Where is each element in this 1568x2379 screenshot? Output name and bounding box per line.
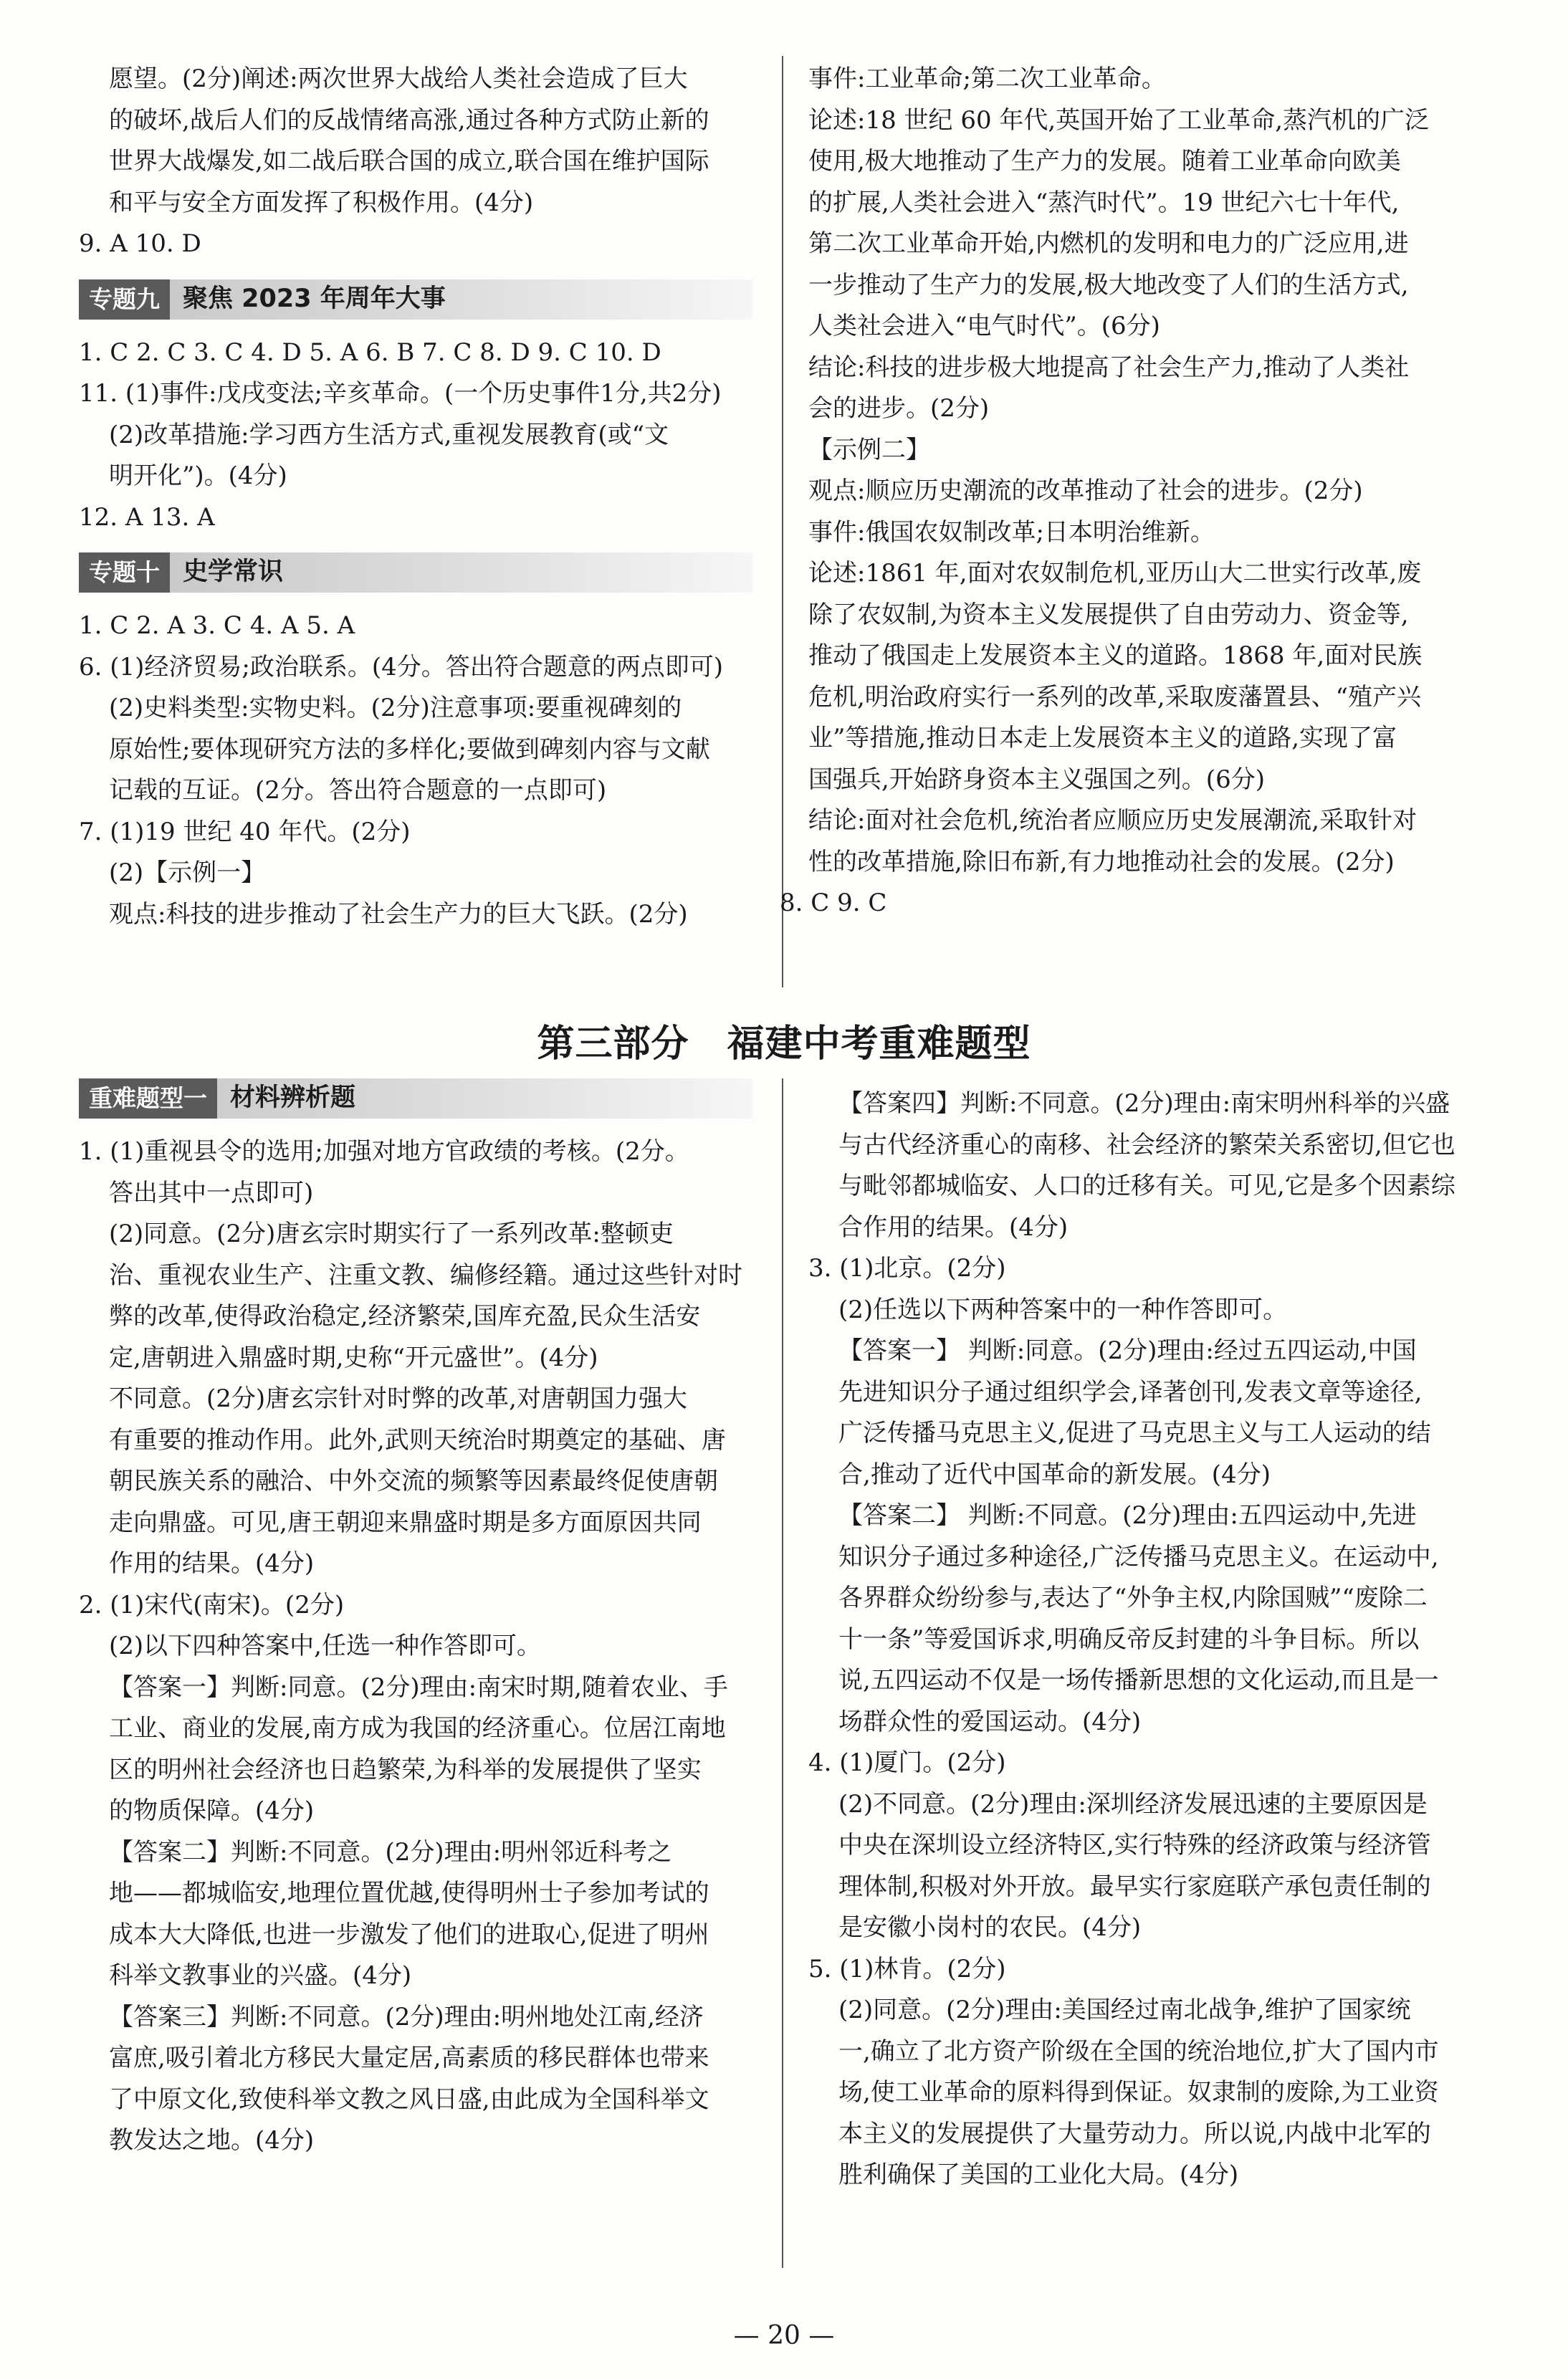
column-divider-top [782,56,783,987]
text-line: 5. (1)林肯。(2分) [808,1954,1006,1983]
answer-line: 12. A 13. A [79,502,215,532]
text-line: 愿望。(2分)阐述:两次世界大战给人类社会造成了巨大 [109,64,688,93]
text-line: 理体制,积极对外开放。最早实行家庭联产承包责任制的 [838,1872,1431,1901]
text-line: 【答案一】判断:同意。(2分)理由:南宋时期,随着农业、手 [109,1672,728,1702]
text-line: 朝民族关系的融洽、中外交流的频繁等因素最终促使唐朝 [109,1467,718,1495]
text-line: 作用的结果。(4分) [109,1549,315,1578]
text-line: 国强兵,开始跻身资本主义强国之列。(6分) [808,765,1265,794]
text-line: (2)同意。(2分)唐玄宗时期实行了一系列改革:整顿吏 [109,1220,674,1248]
text-line: 除了农奴制,为资本主义发展提供了自由劳动力、资金等, [808,600,1409,629]
text-line: 结论:面对社会危机,统治者应顺应历史发展潮流,采取针对 [808,806,1418,835]
text-line: 论述:1861 年,面对农奴制危机,亚历山大二世实行改革,废 [808,559,1422,588]
text-line: (2)不同意。(2分)理由:深圳经济发展迅速的主要原因是 [838,1789,1428,1819]
text-line: 【答案一】 判断:同意。(2分)理由:经过五四运动,中国 [838,1336,1417,1365]
text-line: 原始性;要体现研究方法的多样化;要做到碑刻内容与文献 [109,734,710,764]
section-tag: 专题十 [79,552,170,593]
text-line: 【答案二】 判断:不同意。(2分)理由:五四运动中,先进 [838,1501,1417,1530]
text-line: 【答案三】判断:不同意。(2分)理由:明州地处江南,经济 [109,2002,704,2031]
text-line: 了中原文化,致使科举文教之风日盛,由此成为全国科举文 [109,2084,709,2114]
text-line: 走向鼎盛。可见,唐王朝迎来鼎盛时期是多方面原因共同 [109,1508,702,1537]
column-divider-bottom [782,1078,783,2268]
text-line: 场群众性的爱国运动。(4分) [838,1707,1142,1736]
text-line: (2)改革措施:学习西方生活方式,重视发展教育(或“文 [109,420,669,449]
text-line: 1. (1)重视县令的选用;加强对地方官政绩的考核。(2分。 [79,1137,689,1166]
bottom-left-column [79,1078,752,2162]
text-line: 性的改革措施,除旧布新,有力地推动社会的发展。(2分) [808,847,1395,876]
text-line: 知识分子通过多种途径,广泛传播马克思主义。在运动中, [838,1542,1439,1571]
answer-line: 1. C 2. A 3. C 4. A 5. A [79,611,355,640]
text-line: 胜利确保了美国的工业化大局。(4分) [838,2160,1239,2189]
text-line: 业”等措施,推动日本走上发展资本主义的道路,实现了富 [808,724,1397,752]
text-line: 与毗邻都城临安、人口的迁移有关。可见,它是多个因素综 [838,1172,1455,1200]
section-title: 聚焦 2023 年周年大事 [183,284,446,313]
part-title: 第三部分 福建中考重难题型 [537,1023,1031,1066]
text-line: 科举文教事业的兴盛。(4分) [109,1961,412,1990]
text-line: 观点:顺应历史潮流的改革推动了社会的进步。(2分) [808,477,1363,505]
text-line: 合,推动了近代中国革命的新发展。(4分) [838,1460,1271,1489]
answer-line: 1. C 2. C 3. C 4. D 5. A 6. B 7. C 8. D 9. C 10. D [79,338,661,367]
text-line: 治、重视农业生产、注重文教、编修经籍。通过这些针对时 [109,1260,742,1290]
text-line: 本主义的发展提供了大量劳动力。所以说,内战中北军的 [838,2119,1431,2148]
text-line: 【答案二】判断:不同意。(2分)理由:明州邻近科考之 [109,1837,672,1867]
text-line: 第二次工业革命开始,内燃机的发明和电力的广泛应用,进 [808,229,1409,258]
text-line: 的物质保障。(4分) [109,1796,315,1825]
text-line: 富庶,吸引着北方移民大量定居,高素质的移民群体也带来 [109,2044,709,2072]
text-line: 场,使工业革命的原料得到保证。奴隶制的废除,为工业资 [838,2078,1439,2107]
text-line: 11. (1)事件:戊戌变法;辛亥革命。(一个历史事件1分,共2分) [79,379,722,408]
text-line: 人类社会进入“电气时代”。(6分) [808,312,1160,340]
text-line: 论述:18 世纪 60 年代,英国开始了工业革命,蒸汽机的广泛 [808,105,1430,135]
text-line: 教发达之地。(4分) [109,2126,315,2155]
text-line: 区的明州社会经济也日趋繁荣,为科举的发展提供了坚实 [109,1755,702,1784]
answer-line: 8. C 9. C [780,889,887,917]
text-line: 的扩展,人类社会进入“蒸汽时代”。19 世纪六七十年代, [808,188,1400,217]
text-line: 4. (1)厦门。(2分) [808,1748,1006,1777]
text-line: 3. (1)北京。(2分) [808,1254,1006,1283]
section-header-topic-10 [79,552,752,593]
text-line: 不同意。(2分)唐玄宗针对时弊的改革,对唐朝国力强大 [109,1384,687,1413]
top-left-column [79,59,752,935]
section-header-question-type-1 [79,1078,752,1119]
page-number: — 20 — [733,2321,835,2350]
text-line: 广泛传播马克思主义,促进了马克思主义与工人运动的结 [838,1419,1431,1447]
text-line: 弊的改革,使得政治稳定,经济繁荣,国库充盈,民众生活安 [109,1302,701,1331]
text-line: 答出其中一点即可) [109,1178,314,1207]
text-line: 的破坏,战后人们的反战情绪高涨,通过各种方式防止新的 [109,105,709,135]
text-line: 和平与安全方面发挥了积极作用。(4分) [109,188,534,217]
text-line: 事件:俄国农奴制改革;日本明治维新。 [808,517,1215,547]
text-line: 推动了俄国走上发展资本主义的道路。1868 年,面对民族 [808,641,1423,670]
text-line: 观点:科技的进步推动了社会生产力的巨大飞跃。(2分) [109,899,688,929]
text-line: 地——都城临安,地理位置优越,使得明州士子参加考试的 [109,1879,709,1907]
text-line: 事件:工业革命;第二次工业革命。 [808,64,1166,93]
text-line: (2)任选以下两种答案中的一种作答即可。 [838,1295,1288,1324]
text-line: 合作用的结果。(4分) [838,1212,1069,1242]
text-line: 明开化”)。(4分) [109,461,287,490]
text-line: 是安徽小岗村的农民。(4分) [838,1913,1142,1942]
text-line: 7. (1)19 世纪 40 年代。(2分) [79,817,411,846]
section-title: 史学常识 [183,557,284,587]
text-line: 记载的互证。(2分。答出符合题意的一点即可) [109,776,607,805]
answer-line: 9. A 10. D [79,229,201,258]
text-line: (2)以下四种答案中,任选一种作答即可。 [109,1632,541,1660]
top-right-column [780,59,1482,924]
text-line: (2)同意。(2分)理由:美国经过南北战争,维护了国家统 [838,1996,1411,2024]
text-line: 一,确立了北方资产阶级在全国的统治地位,扩大了国内市 [838,2036,1439,2066]
text-line: 定,唐朝进入鼎盛时期,史称“开元盛世”。(4分) [109,1343,598,1372]
text-line: 各界群众纷纷参与,表达了“外争主权,内除国贼”“废除二 [838,1584,1428,1612]
section-header-topic-9 [79,279,752,320]
bottom-right-column [808,1083,1482,2196]
section-tag: 重难题型一 [79,1078,217,1119]
text-line: 使用,极大地推动了生产力的发展。随着工业革命向欧美 [808,147,1401,176]
text-line: (2)史料类型:实物史料。(2分)注意事项:要重视碑刻的 [109,694,682,722]
text-line: 工业、商业的发展,南方成为我国的经济重心。位居江南地 [109,1714,726,1743]
section-title: 材料辨析题 [230,1083,356,1113]
text-line: 危机,明治政府实行一系列的改革,采取废藩置县、“殖产兴 [808,682,1421,712]
text-line: 说,五四运动不仅是一场传播新思想的文化运动,而且是一 [838,1666,1439,1695]
text-line: 先进知识分子通过组织学会,译著创刊,发表文章等途径, [838,1377,1423,1407]
text-line: 世界大战爆发,如二战后联合国的成立,联合国在维护国际 [109,147,709,176]
text-line: 【示例二】 [808,435,930,464]
text-line: 会的进步。(2分) [808,394,990,423]
text-line: 与古代经济重心的南移、社会经济的繁荣关系密切,但它也 [838,1130,1455,1159]
text-line: 结论:科技的进步极大地提高了社会生产力,推动了人类社 [808,353,1410,382]
text-line: 2. (1)宋代(南宋)。(2分) [79,1590,345,1619]
text-line: 【答案四】判断:不同意。(2分)理由:南宋明州科举的兴盛 [838,1089,1450,1118]
text-line: 6. (1)经济贸易;政治联系。(4分。答出符合题意的两点即可) [79,652,724,681]
text-line: 有重要的推动作用。此外,武则天统治时期奠定的基础、唐 [109,1425,726,1455]
text-line: 中央在深圳设立经济特区,实行特殊的经济政策与经济管 [838,1831,1431,1859]
text-line: 一步推动了生产力的发展,极大地改变了人们的生活方式, [808,270,1409,300]
text-line: 十一条”等爱国诉求,明确反帝反封建的斗争目标。所以 [838,1624,1420,1654]
text-line: 成本大大降低,也进一步激发了他们的进取心,促进了明州 [109,1920,709,1949]
section-tag: 专题九 [79,279,170,320]
text-line: (2)【示例一】 [109,858,266,887]
